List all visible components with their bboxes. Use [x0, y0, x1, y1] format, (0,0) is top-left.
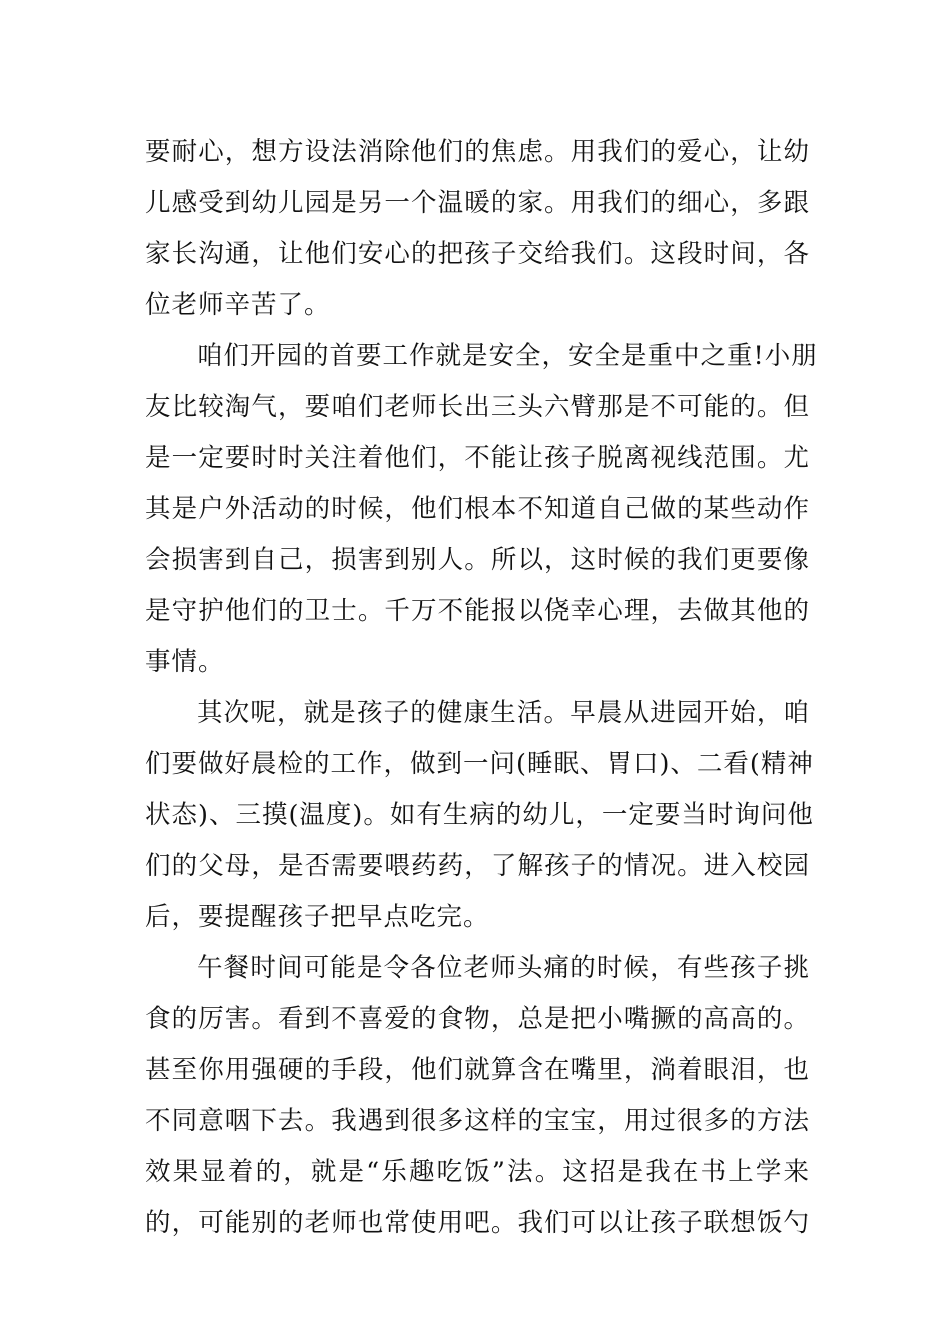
text-line: 状态)、三摸(温度)。如有生病的幼儿，一定要当时询问他 — [145, 800, 814, 830]
text-line: 儿感受到幼儿园是另一个温暖的家。用我们的细心，多跟 — [145, 188, 810, 218]
text-line: 是守护他们的卫士。千万不能报以侥幸心理，去做其他的 — [145, 596, 810, 626]
paragraph-2 — [145, 331, 818, 688]
text-line: 友比较淘气，要咱们老师长出三头六臂那是不可能的。但 — [145, 392, 810, 422]
text-line: 后，要提醒孩子把早点吃完。 — [145, 902, 490, 932]
paragraph-4 — [145, 943, 810, 1249]
text-line: 午餐时间可能是令各位老师头痛的时候，有些孩子挑 — [197, 953, 810, 983]
text-line: 效果显着的，就是“乐趣吃饭”法。这招是我在书上学来 — [145, 1157, 810, 1187]
text-line: 食的厉害。看到不喜爱的食物，总是把小嘴撅的高高的。 — [145, 1004, 810, 1034]
text-line: 是一定要时时关注着他们，不能让孩子脱离视线范围。尤 — [145, 443, 810, 473]
text-line: 的，可能别的老师也常使用吧。我们可以让孩子联想饭勺 — [145, 1208, 810, 1238]
text-line: 甚至你用强硬的手段，他们就算含在嘴里，淌着眼泪，也 — [145, 1055, 810, 1085]
paragraph-3 — [145, 688, 814, 943]
text-line: 要耐心，想方设法消除他们的焦虑。用我们的爱心，让幼 — [145, 137, 810, 167]
body-text — [145, 127, 818, 1249]
text-line: 会损害到自己，损害到别人。所以，这时候的我们更要像 — [145, 545, 810, 575]
text-line: 其次呢，就是孩子的健康生活。早晨从进园开始，咱 — [197, 698, 810, 728]
text-line: 咱们开园的首要工作就是安全，安全是重中之重!小朋 — [197, 341, 818, 371]
text-line: 其是户外活动的时候，他们根本不知道自己做的某些动作 — [145, 494, 810, 524]
text-line: 们要做好晨检的工作，做到一问(睡眠、胃口)、二看(精神 — [145, 749, 814, 779]
text-line: 不同意咽下去。我遇到很多这样的宝宝，用过很多的方法 — [145, 1106, 810, 1136]
text-line: 们的父母，是否需要喂药药，了解孩子的情况。进入校园 — [145, 851, 810, 881]
text-line: 家长沟通，让他们安心的把孩子交给我们。这段时间，各 — [145, 239, 810, 269]
text-line: 位老师辛苦了。 — [145, 290, 331, 320]
paragraph-1 — [145, 127, 810, 331]
text-line: 事情。 — [145, 647, 225, 677]
